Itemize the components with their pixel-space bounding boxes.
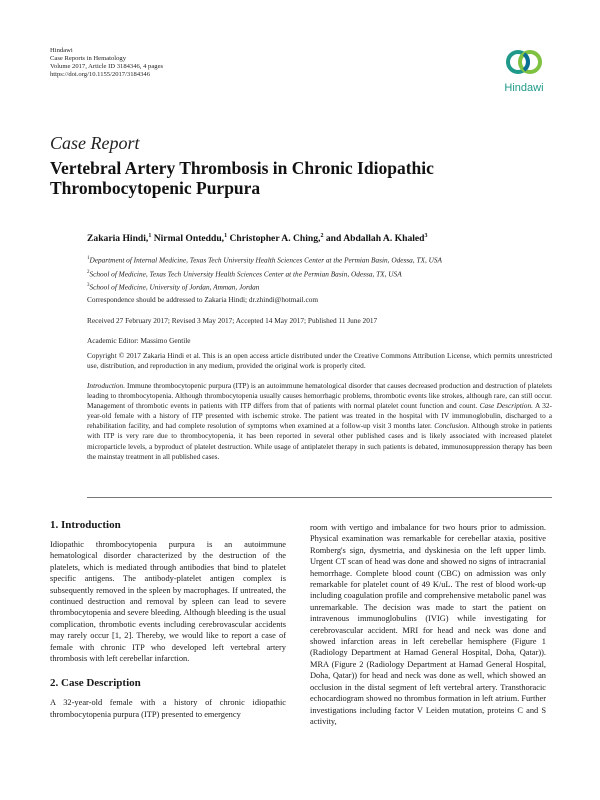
abstract-intro-text: Immune thrombocytopenic purpura (ITP) is an autoimmune hematological disorder that causes decreased production and destruction of platelets leading to thrombocytopenia. Although thrombocytopenia usually causes hemorrhagic problems, thrombotic events like strokes, although rare, can still occur. Management of thrombotic events in patients with ITP differs from that of patients with normal platelet count function and count. (87, 381, 552, 411)
author-name: and Abdallah A. Khaled (323, 233, 425, 245)
author-affiliation-mark: 3 (424, 233, 428, 239)
publisher-name: Hindawi (50, 47, 73, 54)
affiliation-list (87, 253, 442, 294)
left-column (50, 518, 286, 720)
author-affiliation-mark: 1 (224, 233, 228, 239)
hindawi-logo (496, 44, 552, 94)
abstract-intro-label: Introduction. (87, 381, 126, 390)
abstract (87, 381, 552, 462)
article-type: Case Report (50, 133, 140, 153)
right-column (310, 522, 546, 727)
section-heading-introduction: 1. Introduction (50, 519, 121, 531)
affiliation-item: $^2$School of Medicine, Texas Tech University Health Sciences Center at the Permian Basin, Odessa, TX, USA (87, 269, 402, 279)
case-description-continued: room with vertigo and imbalance for two hours prior to admission. Physical examination was remarkable for cerebellar ataxia, positive Romberg's sign, dysmetria, and dyskinesia on the left upper limb. Urgent CT scan of head was done and showed no signs of intracranial hemorrhage. Complete blood count (CBC) on admission was only remarkable for platelet count of 49 K/uL. The rest of blood work-up including coagulation profile and comprehensive metabolic panel was unremarkable. The decision was made to start the patient on intravenous immunoglobulins (IVIG) while investigating for cerebrovascular accident. MRI for head and neck was done and showed infarction areas in left cerebellar hemisphere (Figure 1 (Radiology Department at Hamad General Hospital, Doha, Qatar)). MRA (Figure 2 (Radiology Department at Hamad General Hospital, Doha, Qatar)) for head and neck was done as well, which showed an occlusion in the distal segment of left vertebral artery. Transthoracic echocardiogram showed no thrombus formation in left atrium. Further investigations including factor V Leiden mutation, proteins C and S activity, (310, 523, 546, 726)
author-affiliation-mark: 1 (148, 233, 152, 239)
abstract-conclusion-text: Although stroke in patients with ITP is very rare due to thrombocytopenia, it has been reported in several other published cases and is likely associated with increased platelet microparticle levels, a byproduct of platelet destruction. While usage of antiplatelet therapy in such patients is debated, immunosuppression therapy has been the mainstay treatment in all published cases. (87, 421, 552, 461)
hindawi-logo-icon (504, 44, 544, 80)
correspondence-line: Correspondence should be addressed to Zakaria Hindi; dr.zhindi@hotmail.com (87, 295, 319, 304)
abstract-case-text: A 32-year-old female with a history of ITP presented with ischemic stroke. The patient was treated in the hospital with IV immunoglobulin, discharged to a rehabilitation facility, and had complete resolution of symptoms when examined at a follow-up visit 3 months later. (87, 401, 552, 431)
article-title: Vertebral Artery Thrombosis in Chronic Idiopathic Thrombocytopenic Purpura (50, 158, 434, 198)
copyright-notice: Copyright © 2017 Zakaria Hindi et al. This is an open access article distributed under the Creative Commons Attribution License, which permits unrestricted use, distribution, and reproduction in any medium, provided the original work is properly cited. (87, 351, 552, 371)
abstract-conclusion-label: Conclusion. (434, 421, 470, 431)
journal-header (50, 47, 163, 79)
author-name: Nirmal Onteddu, (151, 233, 225, 245)
doi-link[interactable]: https://doi.org/10.1155/2017/3184346 (50, 71, 151, 78)
hindawi-wordmark: Hindawi (504, 82, 544, 94)
academic-editor: Academic Editor: Massimo Gentile (87, 336, 191, 345)
author-list (87, 233, 428, 244)
journal-name: Case Reports in Hematology (50, 55, 126, 62)
case-description-paragraph: A 32-year-old female with a history of chronic idiopathic thrombocytopenia purpura (ITP) presented to emergency (50, 698, 286, 719)
section-heading-case-description: 2. Case Description (50, 677, 141, 690)
author-affiliation-mark: 2 (320, 233, 324, 239)
introduction-paragraph: Idiopathic thrombocytopenia purpura is an autoimmune hematological disorder characterized by the destruction of the platelets, which is mediated through antibodies that bind to platelet specific antigens. The antibody-platelet antigen complex is subsequently removed in the spleen by macrophages. If untreated, the continued destruction and removal by spleen can lead to severe thrombocytopenia and severe bleeding. Although bleeding is the usual complication, thrombotic events including cerebrovascular accidents may rarely occur [1, 2]. Thereby, we would like to report a case of female with chronic ITP who developed left vertebral artery thrombosis with left cerebellar infarction. (50, 540, 286, 664)
abstract-divider (87, 497, 552, 498)
affiliation-item: $^3$School of Medicine, University of Jordan, Amman, Jordan (87, 282, 260, 292)
abstract-case-label: Case Description. (479, 401, 533, 411)
affiliation-item: $^1$Department of Internal Medicine, Texas Tech University Health Sciences Center at the Permian Basin, Odessa, TX, USA (87, 255, 442, 265)
author-name: Zakaria Hindi, (87, 233, 149, 245)
volume-info: Volume 2017, Article ID 3184346, 4 pages (50, 63, 164, 70)
dates-line: Received 27 February 2017; Revised 3 May 2017; Accepted 14 May 2017; Published 11 June 2017 (87, 316, 378, 325)
author-name: Christopher A. Ching, (227, 233, 321, 245)
